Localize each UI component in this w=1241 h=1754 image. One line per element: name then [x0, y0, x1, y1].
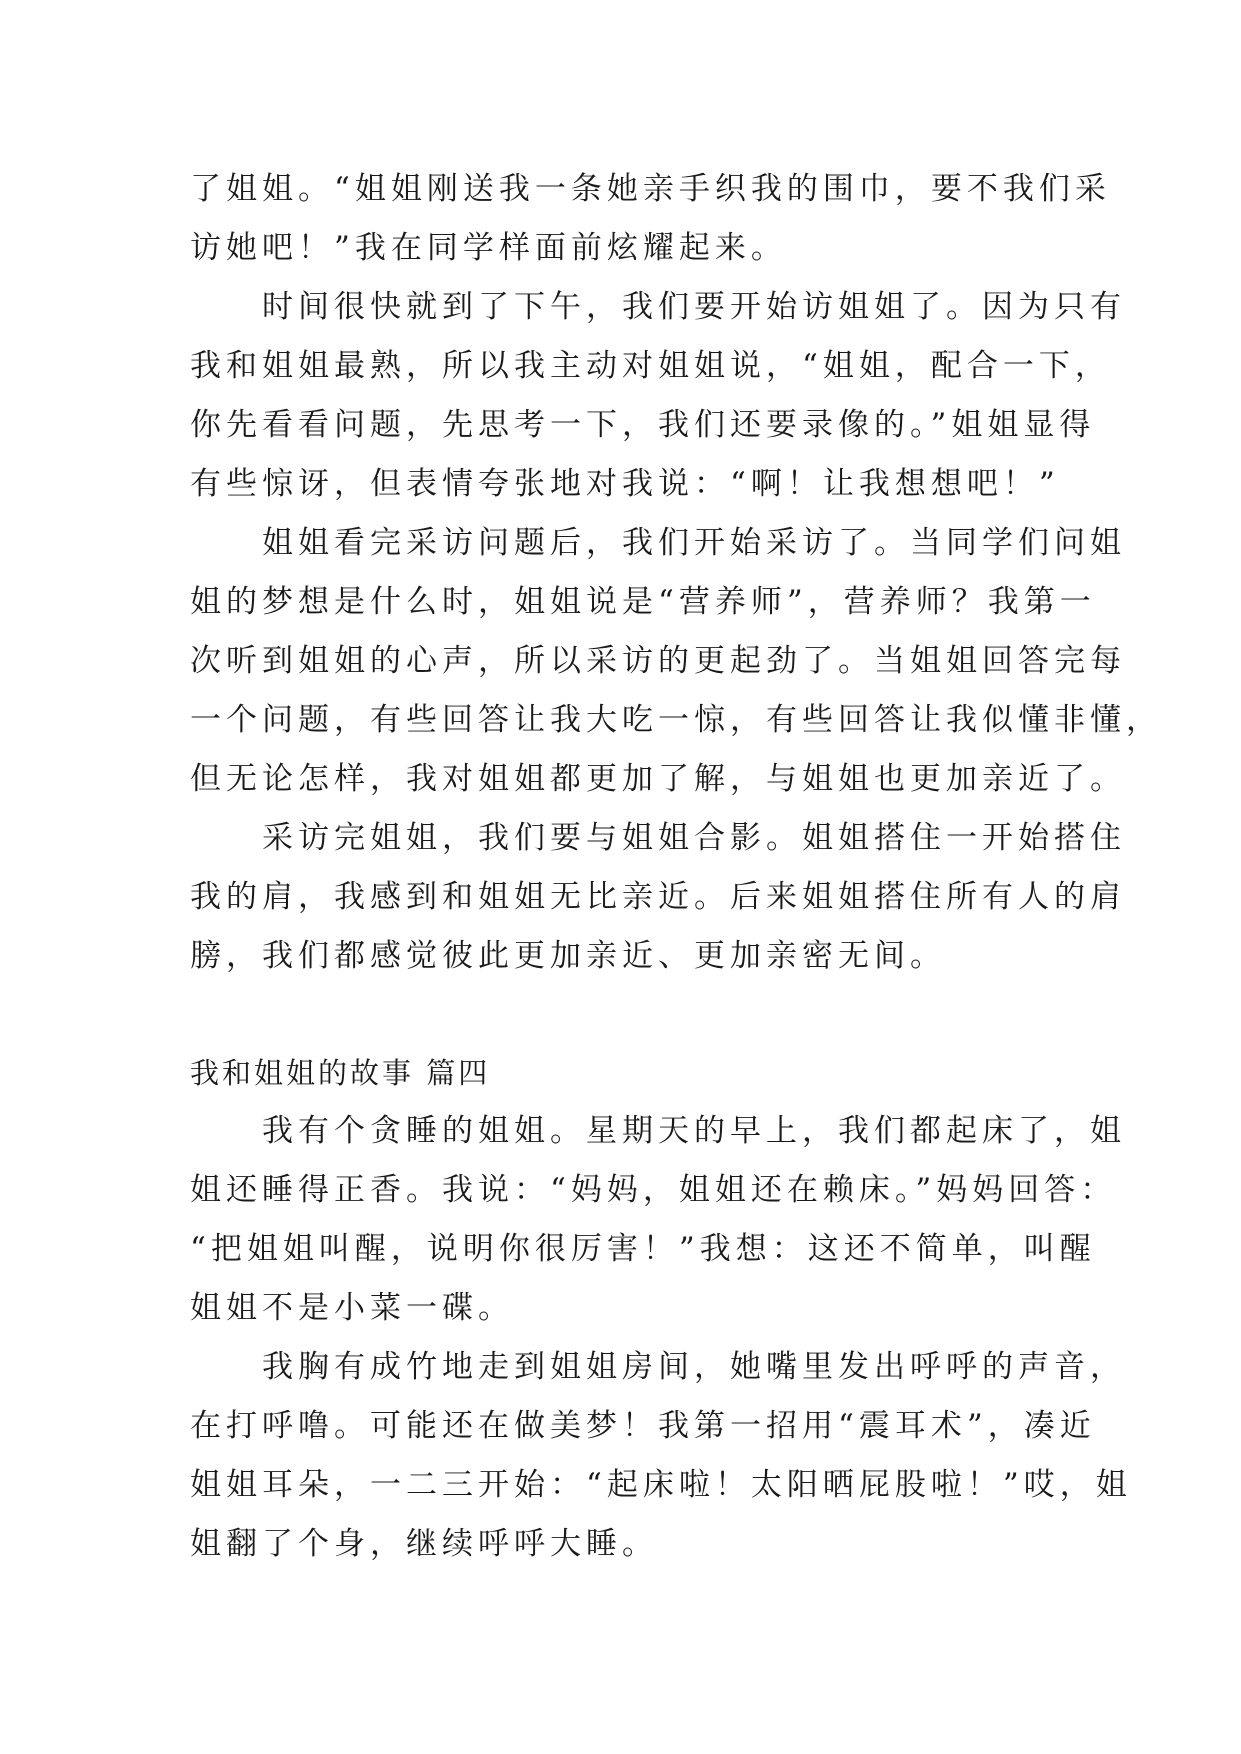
text-line: 姐翻了个身，继续呼呼大睡。: [190, 1526, 658, 1562]
text-line: 时间很快就到了下午，我们要开始访姐姐了。因为只有: [190, 289, 1126, 325]
text-line: 膀，我们都感觉彼此更加亲近、更加亲密无间。: [190, 938, 946, 974]
text-line: 次听到姐姐的心声，所以采访的更起劲了。当姐姐回答完每: [190, 643, 1126, 679]
text-line: 在打呼噜。可能还在做美梦！我第一招用“震耳术”，凑近: [190, 1408, 1096, 1444]
text-line: 姐姐耳朵，一二三开始：“起床啦！太阳晒屁股啦！”哎，姐: [190, 1467, 1132, 1503]
text-line: 我有个贪睡的姐姐。星期天的早上，我们都起床了，姐: [190, 1113, 1126, 1149]
text-line: 采访完姐姐，我们要与姐姐合影。姐姐搭住一开始搭住: [190, 820, 1126, 856]
section-heading: 我和姐姐的故事 篇四: [190, 1056, 491, 1090]
text-line: 了姐姐。“姐姐刚送我一条她亲手织我的围巾，要不我们采: [190, 171, 1111, 207]
text-line: 访她吧！”我在同学样面前炫耀起来。: [190, 230, 787, 266]
text-line: 姐姐看完采访问题后，我们开始采访了。当同学们问姐: [190, 525, 1126, 561]
text-line: 但无论怎样，我对姐姐都更加了解，与姐姐也更加亲近了。: [190, 761, 1126, 797]
text-line: 姐的梦想是什么时，姐姐说是“营养师”，营养师？我第一: [190, 584, 1096, 620]
text-line: 姐姐不是小菜一碟。: [190, 1290, 514, 1326]
text-line: 姐还睡得正香。我说：“妈妈，姐姐还在赖床。”妈妈回答：: [190, 1172, 1117, 1208]
text-line: 一个问题，有些回答让我大吃一惊，有些回答让我似懂非懂，: [190, 702, 1162, 738]
text-line: 我和姐姐最熟，所以我主动对姐姐说，“姐姐，配合一下，: [190, 348, 1111, 384]
text-line: 你先看看问题，先思考一下，我们还要录像的。”姐姐显得: [190, 407, 1096, 443]
section-spacer: [190, 986, 1070, 1045]
text-line: 我胸有成竹地走到姐姐房间，她嘴里发出呼呼的声音，: [190, 1349, 1126, 1385]
text-line: 我的肩，我感到和姐姐无比亲近。后来姐姐搭住所有人的肩: [190, 879, 1126, 915]
document-page: [190, 160, 1162, 1574]
text-line: 有些惊讶，但表情夸张地对我说：“啊！让我想想吧！”: [190, 466, 1060, 502]
text-line: “把姐姐叫醒，说明你很厉害！”我想：这还不简单，叫醒: [190, 1231, 1096, 1267]
story-section-continued: [190, 160, 1162, 986]
story-section-four: [190, 1045, 1132, 1574]
